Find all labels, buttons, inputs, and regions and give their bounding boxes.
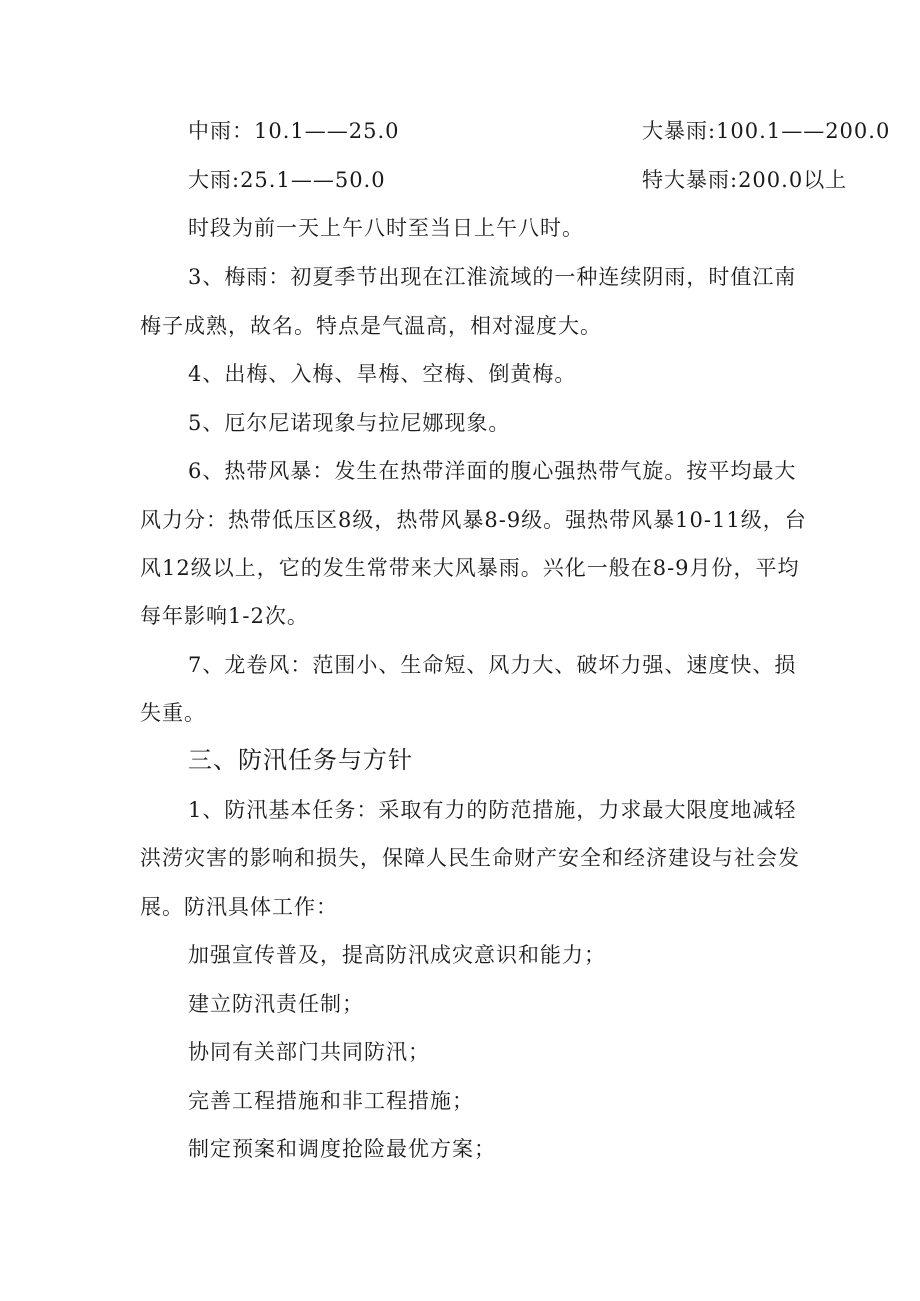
item6-line4: 每年影响1-2次。: [140, 604, 309, 628]
work-item: 制定预案和调度抢险最优方案；: [188, 1137, 496, 1161]
item3-line2: 梅子成熟，故名。特点是气温高，相对湿度大。: [140, 314, 602, 338]
item3-line1: 3、梅雨：初夏季节出现在江淮流域的一种连续阴雨，时值江南: [188, 265, 797, 289]
item7-line1: 7、龙卷风：范围小、生命短、风力大、破坏力强、速度快、损: [188, 653, 797, 677]
rain-level-extreme-storm: 特大暴雨:200.0以上: [642, 168, 848, 192]
item7-line2: 失重。: [140, 701, 206, 725]
rain-level-moderate: 中雨：10.1——25.0: [188, 119, 400, 143]
item6-line3: 风12级以上，它的发生常带来大风暴雨。兴化一般在8-9月份，平均: [140, 556, 800, 580]
work-item: 加强宣传普及，提高防汛成灾意识和能力；: [188, 943, 606, 967]
rain-level-heavy-storm: 大暴雨:100.1——200.0: [642, 119, 891, 143]
rain-level-heavy: 大雨:25.1——50.0: [188, 168, 386, 192]
work-item: 协同有关部门共同防汛；: [188, 1040, 430, 1064]
work-item: 完善工程措施和非工程措施；: [188, 1089, 474, 1113]
task1-line1: 1、防汛基本任务：采取有力的防范措施，力求最大限度地减轻: [188, 798, 797, 822]
item6-line1: 6、热带风暴：发生在热带洋面的腹心强热带气旋。按平均最大: [188, 459, 797, 483]
task1-line3: 展。防汛具体工作：: [140, 895, 338, 919]
task1-line2: 洪涝灾害的影响和损失，保障人民生命财产安全和经济建设与社会发: [140, 846, 800, 870]
section-heading: 三、防汛任务与方针: [188, 746, 413, 774]
rain-level-row: [188, 116, 891, 146]
item5: 5、厄尔尼诺现象与拉尼娜现象。: [188, 411, 511, 435]
item6-line2: 风力分：热带低压区8级，热带风暴8-9级。强热带风暴10-11级，台: [140, 508, 807, 532]
time-note: 时段为前一天上午八时至当日上午八时。: [188, 216, 584, 240]
item4: 4、出梅、入梅、旱梅、空梅、倒黄梅。: [188, 362, 577, 386]
rain-level-row: [188, 165, 848, 195]
work-item: 建立防汛责任制；: [188, 992, 364, 1016]
